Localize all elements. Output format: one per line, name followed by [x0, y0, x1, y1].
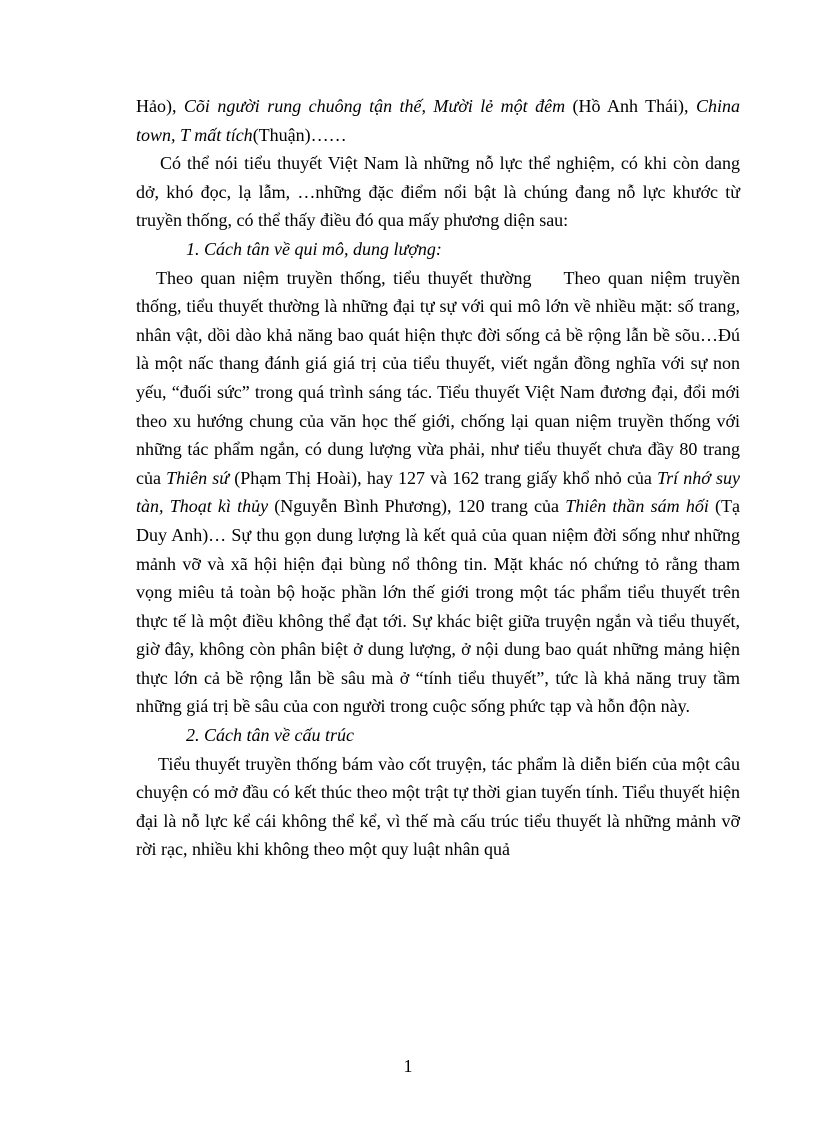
page-number: 1 [403, 1056, 413, 1076]
para2-title-3: Thiên thần sám hối [565, 496, 709, 517]
intro-title-2: China town, T mất tích [136, 96, 740, 145]
para2-text-4: (Nguyễn Bình Phương), 120 trang của [268, 496, 566, 517]
intro-text-1: Hảo), [136, 96, 184, 116]
para2-text-1: Theo quan niệm truyền thống, tiểu thuyết thường [156, 267, 532, 288]
para2-text-3: (Phạm Thị Hoài), hay 127 và 162 trang giấy khổ nhỏ của [229, 467, 658, 488]
intro-title-1: Cõi người rung chuông tận thế, Mười lẻ một đêm [183, 96, 566, 116]
para2-title-2: Trí nhớ suy tàn, Thoạt kì thủy [136, 467, 740, 517]
heading-2: 2. Cách tân về cấu trúc [186, 725, 354, 746]
para2-title-1: Thiên sứ [166, 467, 230, 488]
para2-text-2: Theo quan niệm truyền thống, tiểu thuyết thường là những đại tự sự với qui mô lớn về nhiều mặt: số trang, nhân vật, dồi dào khả năng bao quát hiện thực đời sống cả bề rộng lẫn bề sõu…Đú là một nấc thang đánh giá giá trị của tiểu thuyết, viết ngắn đồng nghĩa với sự non yếu, “đuối sức” trong quá trình sáng tác. Tiểu thuyết Việt Nam đương đại, đổi mới theo xu hướng chung của văn học thế giới, chống lại quan niệm truyền thống với những tác phẩm ngắn, có dung lượng vừa phải, như tiểu thuyết chưa đầy 80 trang của [136, 267, 741, 488]
paragraph-3: Tiểu thuyết truyền thống bám vào cốt truyện, tác phẩm là diễn biến của một câu chuyện có mở đầu có kết thúc theo một trật tự thời gian tuyến tính. Tiểu thuyết hiện đại là nỗ lực kể cái không thể kể, vì thế mà cấu trúc tiểu thuyết là những mảnh vỡ rời rạc, nhiều khi không theo một quy luật nhân quả [136, 753, 740, 860]
paragraph-2 [136, 264, 740, 722]
intro-text-3: (Thuận)…… [252, 124, 347, 145]
intro-text-2: (Hồ Anh Thái), [565, 96, 696, 116]
paragraph-1: Có thể nói tiểu thuyết Việt Nam là những nỗ lực thể nghiệm, có khi còn dang dở, khó đọc, lạ lẫm, …những đặc điểm nổi bật là chúng đang nỗ lực khước từ truyền thống, có thể thấy điều đó qua mấy phương diện sau: [136, 153, 740, 231]
paragraph-intro [136, 92, 740, 149]
para2-text-5: (Tạ Duy Anh)… Sự thu gọn dung lượng là kết quả của quan niệm đời sống như những mảnh vỡ và xã hội hiện đại bùng nổ thông tin. Mặt khác nó chứng tỏ rằng tham vọng miêu tả toàn bộ hoặc phần lớn thế giới trong một tác phẩm tiểu thuyết trên thực tế là một điều không thể đạt tới. Sự khác biệt giữa truyện ngắn và tiểu thuyết, giờ đây, không còn phân biệt ở dung lượng, ở nội dung bao quát những mảng hiện thực lớn cả bề rộng lẫn bề sâu mà ở “tính tiểu thuyết”, tức là khả năng truy tầm những giá trị bề sâu của con người trong cuộc sống phức tạp và hỗn độn này. [136, 496, 741, 717]
heading-1: 1. Cách tân về qui mô, dung lượng: [186, 238, 442, 259]
body-text [136, 92, 740, 864]
